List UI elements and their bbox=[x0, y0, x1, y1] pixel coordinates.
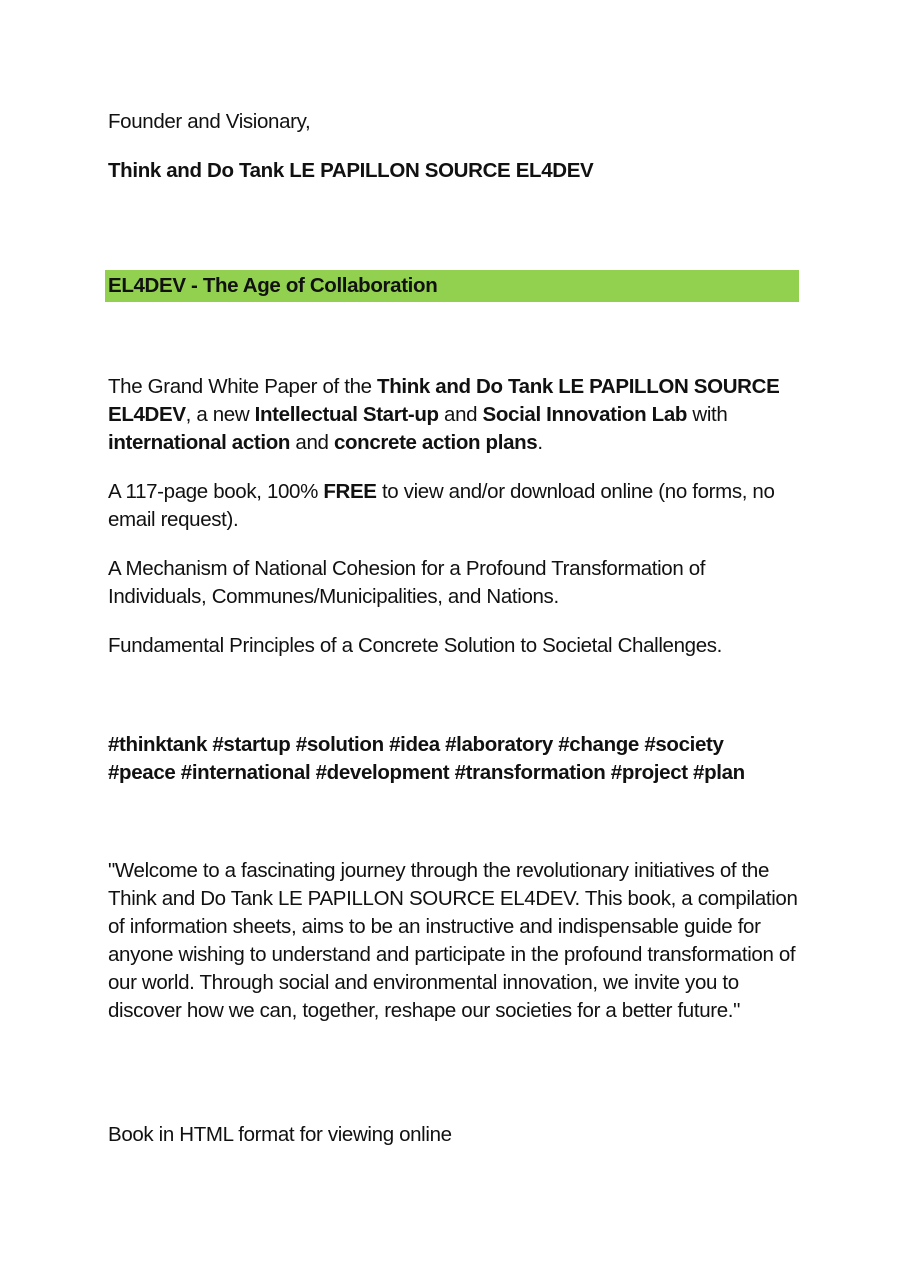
welcome-quote: "Welcome to a fascinating journey through the revolutionary initiatives of the Think and Do Tank LE PAPILLON SOURCE EL4DEV. This book, a compilation of information sheets, aims to be an instructive and indispensable guide for anyone wishing to understand and participate in the profound transformation of our world. Through social and environmental innovation, we invite you to discover how we can, together, reshape our societies for a better future." bbox=[108, 859, 798, 1022]
html-book-link[interactable]: Book in HTML format for viewing online bbox=[108, 1123, 452, 1146]
intro-text: . bbox=[537, 431, 543, 454]
intro-org-bold: Think and Do Tank LE PAPILLON SOURCE EL4DEV bbox=[108, 375, 780, 426]
intro-text: , a new bbox=[185, 403, 255, 426]
intro-plans-bold: concrete action plans bbox=[333, 431, 538, 454]
intro-lab-bold: Social Innovation Lab bbox=[482, 403, 688, 426]
section-title-band bbox=[105, 270, 799, 302]
intro-text: and bbox=[438, 403, 483, 426]
intro-text: The Grand White Paper of the bbox=[108, 375, 378, 398]
intro-startup-bold: Intellectual Start-up bbox=[254, 403, 439, 426]
section-title: EL4DEV - The Age of Collaboration bbox=[108, 274, 438, 297]
intro-text: and bbox=[290, 431, 334, 454]
book-info-paragraph bbox=[108, 478, 808, 534]
cohesion-paragraph: A Mechanism of National Cohesion for a Profound Transformation of Individuals, Communes/Municipalities, and Nations. bbox=[108, 557, 706, 608]
book-info-text: to view and/or download online (no forms, no email request). bbox=[108, 480, 775, 531]
book-info-text: A 117-page book, 100% bbox=[108, 480, 324, 503]
free-label: FREE bbox=[323, 480, 377, 503]
hashtags-line: #peace #international #development #transformation #project #plan bbox=[108, 761, 745, 784]
hashtags-line: #thinktank #startup #solution #idea #laboratory #change #society bbox=[108, 733, 724, 756]
hashtags bbox=[108, 731, 808, 787]
organization-name: Think and Do Tank LE PAPILLON SOURCE EL4DEV bbox=[108, 159, 594, 182]
founder-role: Founder and Visionary, bbox=[108, 110, 311, 133]
principles-paragraph: Fundamental Principles of a Concrete Solution to Societal Challenges. bbox=[108, 634, 722, 657]
intro-international-bold: international action bbox=[108, 431, 291, 454]
intro-text: with bbox=[687, 403, 728, 426]
intro-paragraph bbox=[108, 373, 808, 457]
